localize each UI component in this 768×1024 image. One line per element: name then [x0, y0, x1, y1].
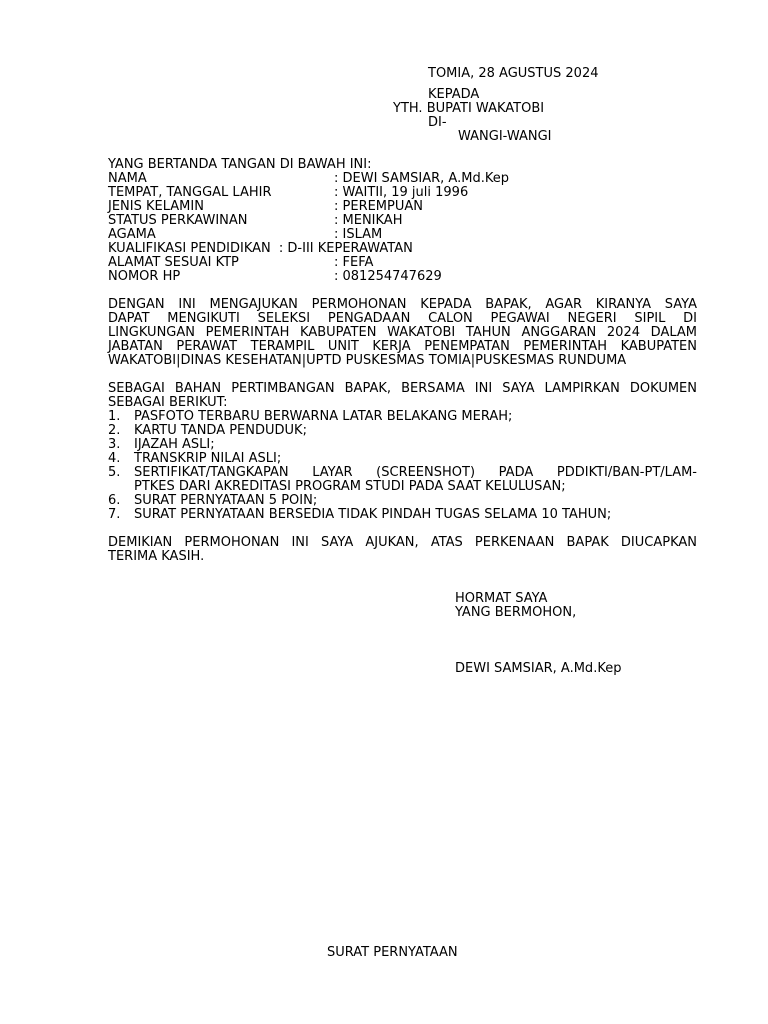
signature-applicant-label: YANG BERMOHON,: [455, 605, 577, 620]
identity-value: : PEREMPUAN: [334, 199, 424, 214]
request-paragraph: [108, 298, 697, 368]
recipient-kepada: KEPADA: [428, 87, 480, 102]
identity-row-gender: [108, 199, 424, 214]
attachment-intro-paragraph: [108, 382, 697, 410]
identity-label: JENIS KELAMIN: [108, 199, 204, 214]
list-number: 2.: [108, 423, 121, 438]
paragraph-line: SEBAGAI BAHAN PERTIMBANGAN BAPAK, BERSAMA INI SAYA LAMPIRKAN DOKUMEN: [108, 381, 697, 396]
identity-label: KUALIFIKASI PENDIDIKAN: [108, 241, 271, 256]
list-number: 6.: [108, 493, 121, 508]
recipient-location: WANGI-WANGI: [458, 129, 552, 144]
intro-line: YANG BERTANDA TANGAN DI BAWAH INI:: [108, 157, 372, 172]
paragraph-line: DAPAT MENGIKUTI SELEKSI PENGADAAN CALON PEGAWAI NEGERI SIPIL DI: [108, 311, 697, 326]
identity-value: : FEFA: [334, 255, 374, 270]
list-text: SURAT PERNYATAAN 5 POIN;: [134, 493, 318, 508]
identity-label: NOMOR HP: [108, 269, 181, 284]
closing-paragraph: [108, 536, 697, 564]
identity-label: AGAMA: [108, 227, 156, 242]
paragraph-line: DEMIKIAN PERMOHONAN INI SAYA AJUKAN, ATAS PERKENAAN BAPAK DIUCAPKAN: [108, 535, 697, 550]
paragraph-line: LINGKUNGAN PEMERINTAH KABUPATEN WAKATOBI TAHUN ANGGARAN 2024 DALAM: [108, 325, 697, 340]
identity-row-address: [108, 255, 374, 270]
next-page-title: SURAT PERNYATAAN: [327, 945, 458, 960]
recipient-yth: YTH. BUPATI WAKATOBI: [393, 101, 545, 116]
list-number: 1.: [108, 409, 121, 424]
identity-value: : MENIKAH: [334, 213, 403, 228]
signature-regards: HORMAT SAYA: [455, 591, 548, 606]
identity-value: : ISLAM: [334, 227, 383, 242]
list-number: 4.: [108, 451, 121, 466]
list-number: 3.: [108, 437, 121, 452]
identity-value: : WAITII, 19 juli 1996: [334, 185, 469, 200]
identity-label: NAMA: [108, 171, 147, 186]
list-text: PTKES DARI AKREDITASI PROGRAM STUDI PADA SAAT KELULUSAN;: [134, 479, 566, 494]
identity-value: : D-III KEPERAWATAN: [278, 241, 413, 256]
identity-label: ALAMAT SESUAI KTP: [108, 255, 239, 270]
identity-row-marital: [108, 213, 403, 228]
list-text: SERTIFIKAT/TANGKAPAN LAYAR (SCREENSHOT) PADA PDDIKTI/BAN-PT/LAM-: [134, 465, 697, 480]
list-text: IJAZAH ASLI;: [134, 437, 215, 452]
identity-label: TEMPAT, TANGGAL LAHIR: [108, 185, 272, 200]
place-date: TOMIA, 28 AGUSTUS 2024: [428, 66, 599, 81]
identity-value: : 081254747629: [334, 269, 442, 284]
signature-name: DEWI SAMSIAR, A.Md.Kep: [455, 661, 622, 676]
paragraph-line: DENGAN INI MENGAJUKAN PERMOHONAN KEPADA BAPAK, AGAR KIRANYA SAYA: [108, 297, 697, 312]
list-text: SURAT PERNYATAAN BERSEDIA TIDAK PINDAH TUGAS SELAMA 10 TAHUN;: [134, 507, 612, 522]
identity-row-religion: [108, 227, 383, 242]
identity-row-phone: [108, 269, 442, 284]
identity-value: : DEWI SAMSIAR, A.Md.Kep: [334, 171, 509, 186]
list-number: 7.: [108, 507, 121, 522]
paragraph-line: TERIMA KASIH.: [108, 549, 205, 564]
list-text: PASFOTO TERBARU BERWARNA LATAR BELAKANG MERAH;: [134, 409, 513, 424]
list-text: TRANSKRIP NILAI ASLI;: [134, 451, 282, 466]
recipient-di: DI-: [428, 115, 447, 130]
identity-row-education: [108, 242, 413, 256]
paragraph-line: JABATAN PERAWAT TERAMPIL UNIT KERJA PENEMPATAN PEMERINTAH KABUPATEN: [108, 339, 697, 354]
paragraph-line: SEBAGAI BERIKUT:: [108, 395, 228, 410]
identity-label: STATUS PERKAWINAN: [108, 213, 248, 228]
identity-row-ttl: [108, 185, 469, 200]
list-number: 5.: [108, 465, 121, 480]
paragraph-line: WAKATOBI|DINAS KESEHATAN|UPTD PUSKESMAS TOMIA|PUSKESMAS RUNDUMA: [108, 353, 627, 368]
list-text: KARTU TANDA PENDUDUK;: [134, 423, 307, 438]
identity-row-nama: [108, 171, 509, 186]
